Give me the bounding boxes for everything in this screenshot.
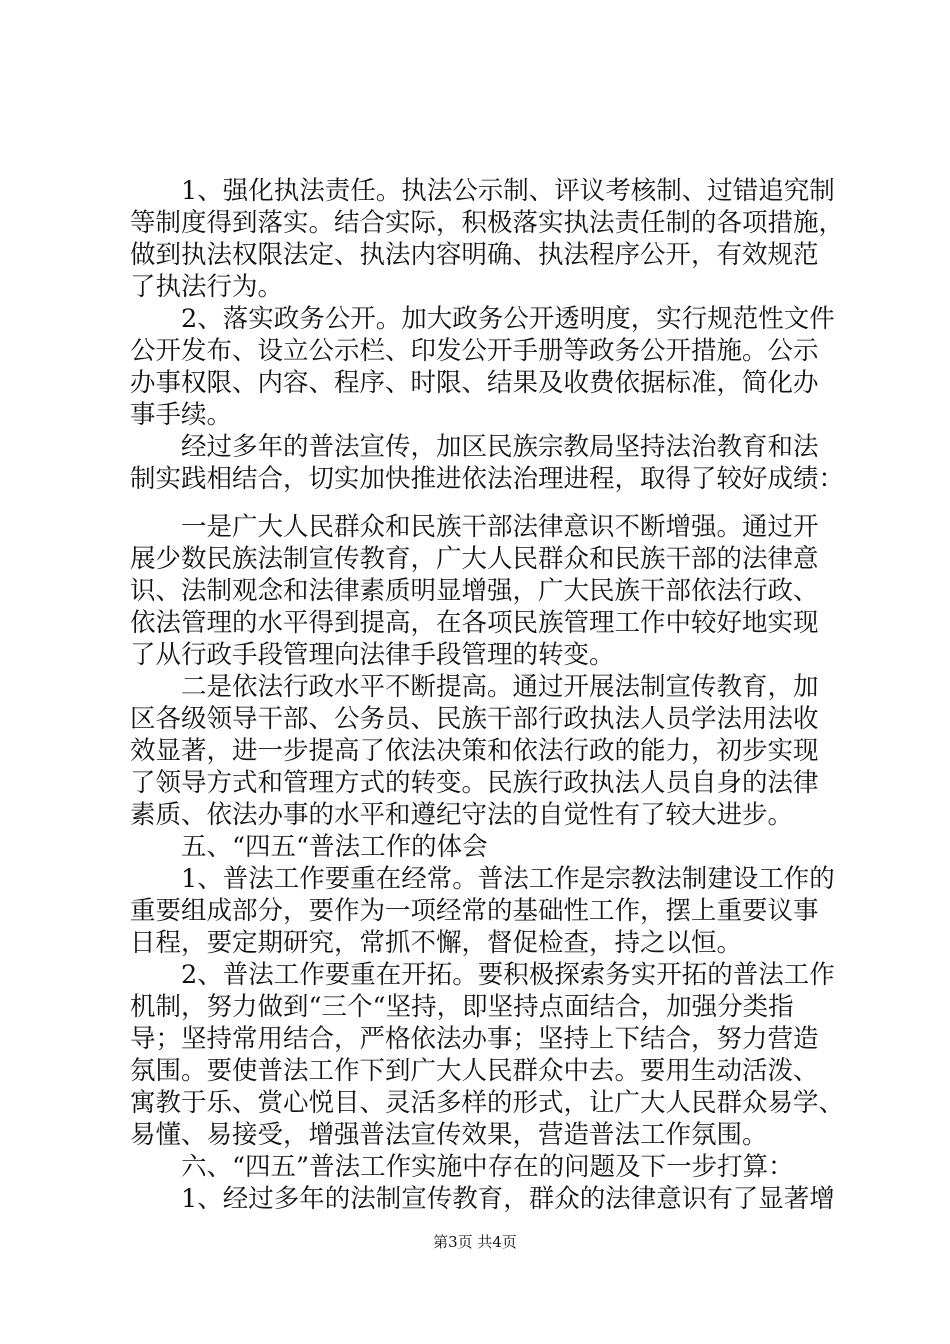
body-text-line: 经过多年的普法宣传，加区民族宗教局坚持法治教育和法 xyxy=(130,432,819,462)
page-number-footer: 第3页 共4页 xyxy=(433,1233,517,1251)
body-text-line: 2、普法工作要重在开拓。要积极探索务实开拓的普法工作 xyxy=(130,960,835,990)
body-text-line: 展少数民族法制宣传教育，广大人民群众和民族干部的法律意 xyxy=(130,544,819,574)
body-text-line: 效显著，进一步提高了依法决策和依法行政的能力，初步实现 xyxy=(130,736,819,766)
body-text-line: 日程，要定期研究，常抓不懈，督促检查，持之以恒。 xyxy=(130,928,743,958)
body-text-line: 1、强化执法责任。执法公示制、评议考核制、过错追究制 xyxy=(130,176,835,206)
body-text-line: 一是广大人民群众和民族干部法律意识不断增强。通过开 xyxy=(130,512,819,542)
body-text-line: 了从行政手段管理向法律手段管理的转变。 xyxy=(130,640,615,670)
section-heading: 五、“四五“普法工作的体会 xyxy=(130,832,488,862)
body-text-line: 识、法制观念和法律素质明显增强，广大民族干部依法行政、 xyxy=(130,576,819,606)
body-text-line: 二是依法行政水平不断提高。通过开展法制宣传教育，加 xyxy=(130,672,819,702)
body-text-line: 2、落实政务公开。加大政务公开透明度，实行规范性文件 xyxy=(130,304,835,334)
body-text-line: 重要组成部分，要作为一项经常的基础性工作，摆上重要议事 xyxy=(130,896,819,926)
body-text-line: 1、普法工作要重在经常。普法工作是宗教法制建设工作的 xyxy=(130,864,835,894)
section-heading: 六、“四五”普法工作实施中存在的问题及下一步打算： xyxy=(130,1152,794,1182)
body-text-line: 了执法行为。 xyxy=(130,272,284,302)
body-text-line: 寓教于乐、赏心悦目、灵活多样的形式，让广大人民群众易学、 xyxy=(130,1088,845,1118)
body-text-line: 1、经过多年的法制宣传教育，群众的法律意识有了显著增 xyxy=(130,1184,835,1214)
body-text-line: 机制，努力做到“三个“坚持，即坚持点面结合，加强分类指 xyxy=(130,992,794,1022)
body-text-line: 事手续。 xyxy=(130,400,233,430)
body-text-line: 办事权限、内容、程序、时限、结果及收费依据标准，简化办 xyxy=(130,368,819,398)
body-text-line: 等制度得到落实。结合实际，积极落实执法责任制的各项措施， xyxy=(130,208,845,238)
body-text-line: 导；坚持常用结合，严格依法办事；坚持上下结合，努力营造 xyxy=(130,1024,819,1054)
body-text-line: 制实践相结合，切实加快推进依法治理进程，取得了较好成绩： xyxy=(130,464,845,494)
body-text-line: 公开发布、设立公示栏、印发公开手册等政务公开措施。公示 xyxy=(130,336,819,366)
body-text-line: 区各级领导干部、公务员、民族干部行政执法人员学法用法收 xyxy=(130,704,819,734)
body-text-line: 氛围。要使普法工作下到广大人民群众中去。要用生动活泼、 xyxy=(130,1056,819,1086)
body-text-line: 素质、依法办事的水平和遵纪守法的自觉性有了较大进步。 xyxy=(130,800,794,830)
body-text-line: 依法管理的水平得到提高，在各项民族管理工作中较好地实现 xyxy=(130,608,819,638)
body-text-line: 了领导方式和管理方式的转变。民族行政执法人员自身的法律 xyxy=(130,768,819,798)
body-text-line: 易懂、易接受，增强普法宣传效果，营造普法工作氛围。 xyxy=(130,1120,768,1150)
body-text-line: 做到执法权限法定、执法内容明确、执法程序公开，有效规范 xyxy=(130,240,819,270)
